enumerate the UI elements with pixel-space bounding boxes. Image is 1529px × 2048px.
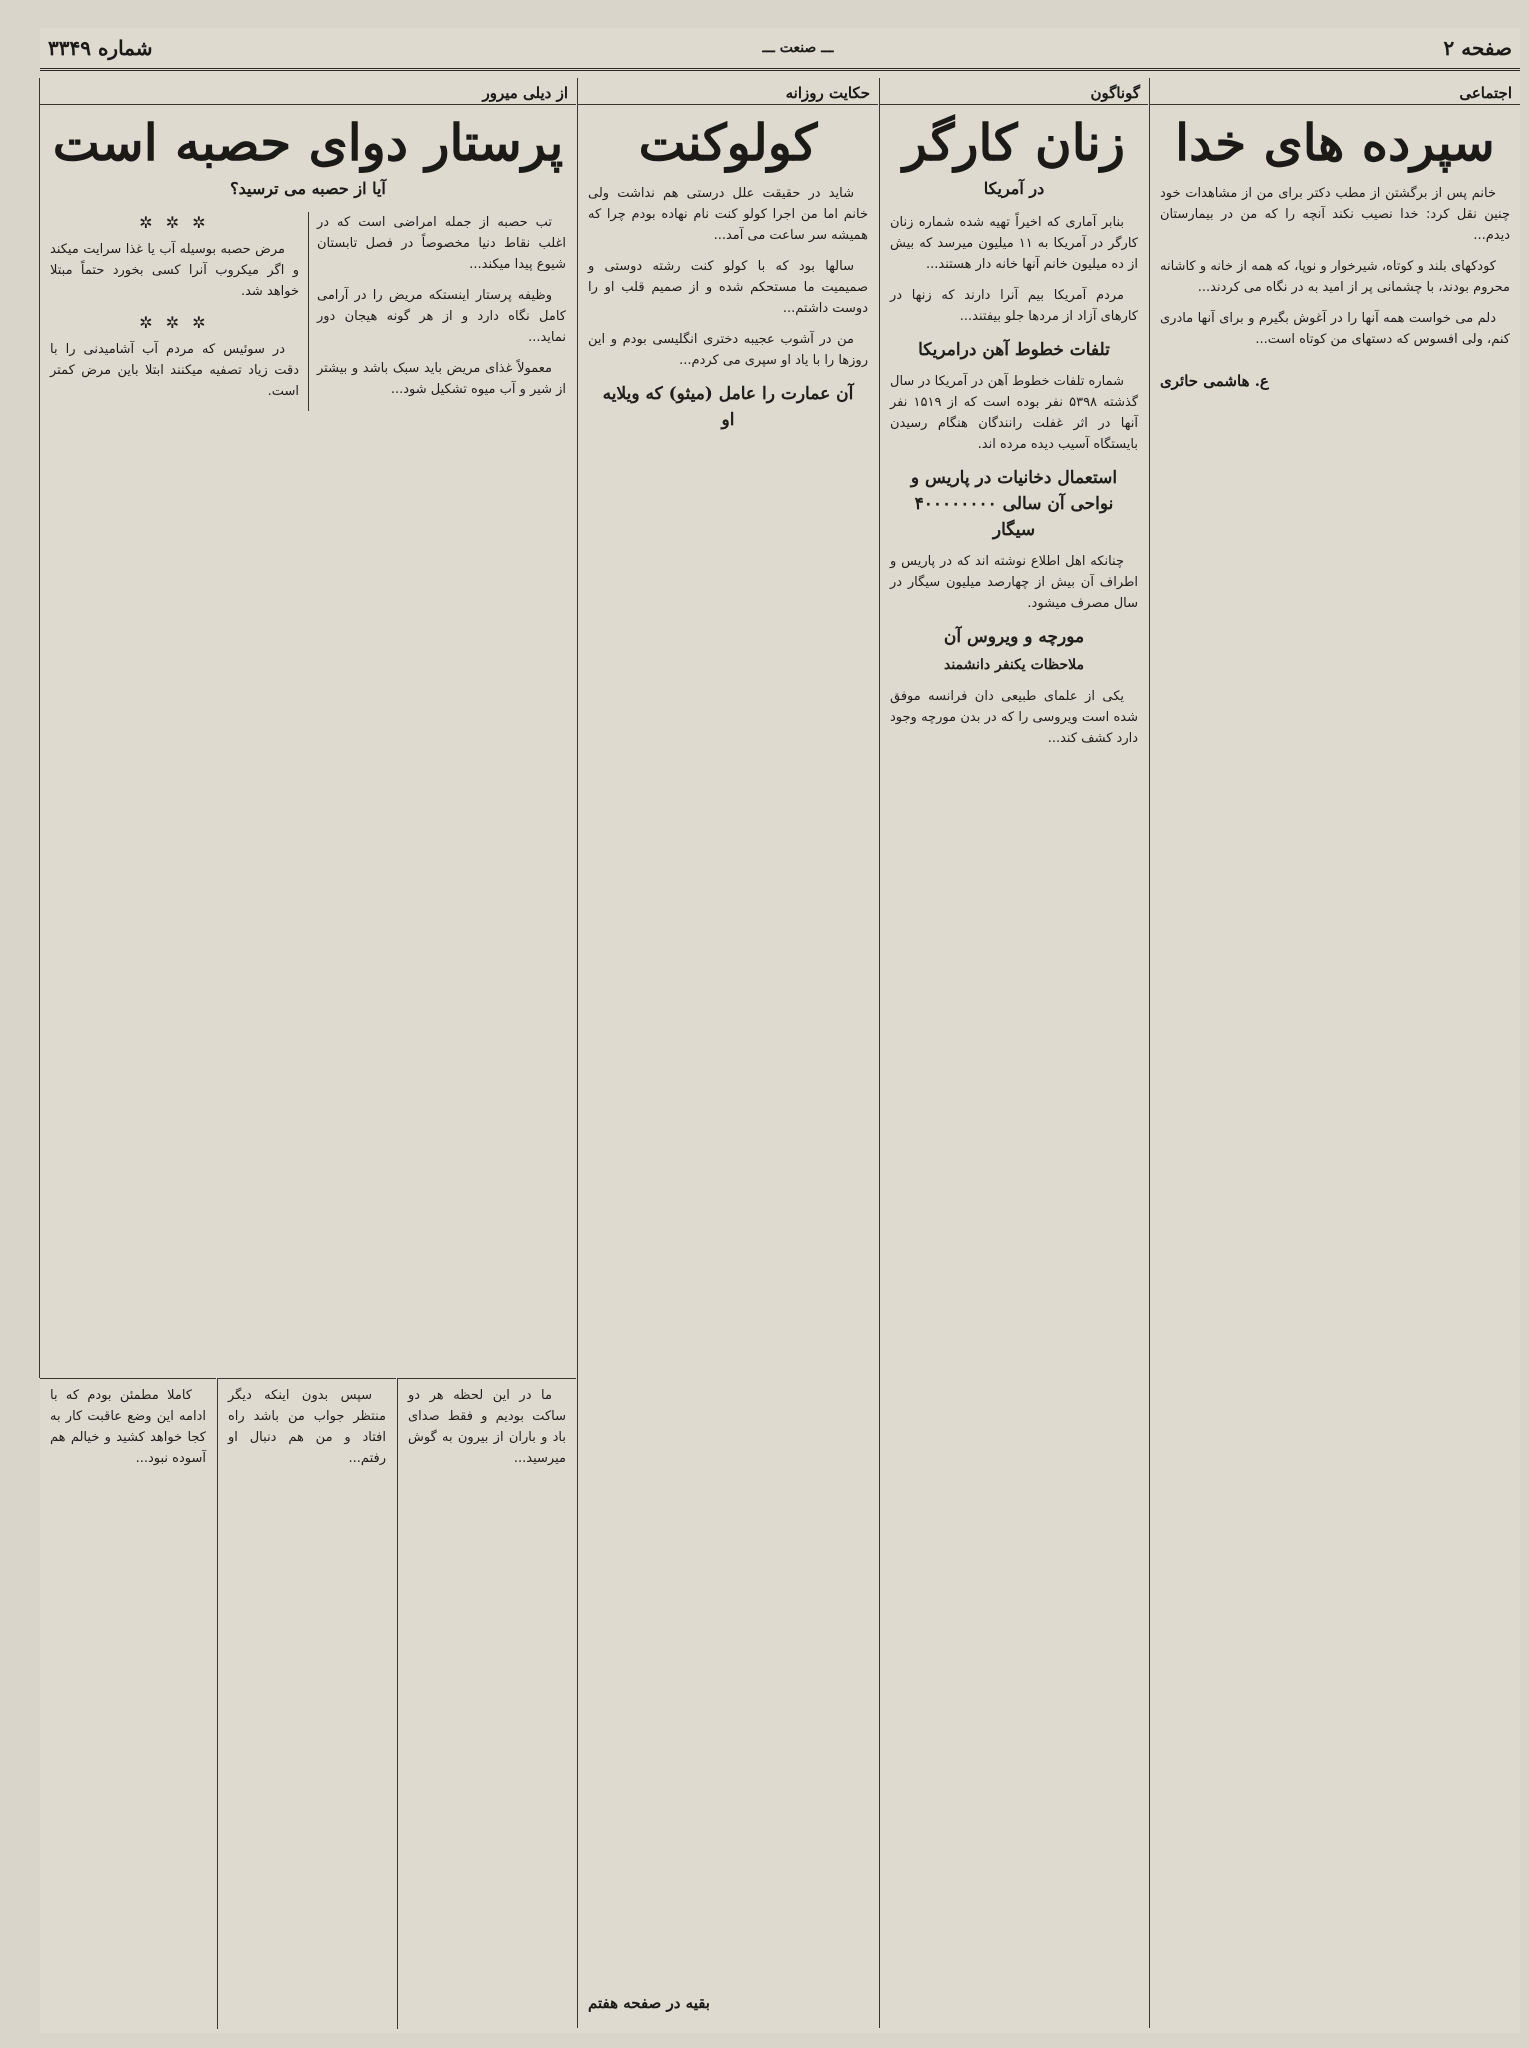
column-daily-story xyxy=(577,78,878,2028)
continued-note: بقیه در صفحه هفتم xyxy=(588,1994,710,2012)
paragraph: یکی از علمای طبیعی دان فرانسه موفق شده است ویروسی را که در بدن مورچه وجود دارد کشف کند... xyxy=(890,689,1138,746)
headline: کولوکنت xyxy=(638,113,818,172)
subhead: آیا از حصبه می ترسید؟ xyxy=(230,179,386,198)
column-social xyxy=(1149,78,1520,2028)
section-title: استعمال دخانیات در پاریس و نواحی آن سالی ۴۰۰۰۰۰۰۰۰ سیگار xyxy=(910,468,1118,540)
kicker: اجتماعی xyxy=(1150,78,1520,105)
issue-label: شماره ۳۳۴۹ xyxy=(48,36,153,60)
section-title: آن عمارت را عامل (میثو) که ویلایه او xyxy=(602,384,854,430)
paragraph: کاملا مطمئن بودم که با ادامه این وضع عاقبت کار به کجا خواهد کشید و خیالم هم آسوده نبود... xyxy=(50,1388,206,1466)
article-body xyxy=(1150,177,1520,366)
paragraph: وظیفه پرستار اینستکه مریض را در آرامی کامل نگاه دارد و از هر گونه هیجان دور نماید... xyxy=(317,288,566,345)
kicker: گوناگون xyxy=(880,78,1148,105)
page-label: صفحه ۲ xyxy=(1443,36,1512,60)
lower-continuation-mid xyxy=(217,1378,396,2029)
headline: پرستار دوای حصبه است xyxy=(52,113,564,172)
headline: زنان کارگر xyxy=(903,113,1125,172)
ornament-stars: ✲ ✲ ✲ xyxy=(139,213,210,232)
paragraph: بنابر آماری که اخیراً تهیه شده شماره زنان کارگر در آمریکا به ۱۱ میلیون میرسد که بیش از ده میلیون خانم آنها خانه دار هستند... xyxy=(890,215,1138,272)
paragraph: دلم می خواست همه آنها را در آغوش بگیرم و برای آنها مادری کنم، ولی افسوس که دستهای من کوتاه است... xyxy=(1160,311,1510,347)
paragraph: شماره تلفات خطوط آهن در آمریکا در سال گذشته ۵۳۹۸ نفر بوده است که از ۱۵۱۹ نفر آنها در اثر غفلت رانندگان هنگام رسیدن بایستگاه آسیب دیده مرده اند. xyxy=(890,374,1139,452)
article-body xyxy=(398,1379,576,1485)
article-body xyxy=(218,1379,396,1485)
ornament-stars: ✲ ✲ ✲ xyxy=(139,313,210,332)
paragraph: خانم پس از برگشتن از مطب دکتر برای من از مشاهدات خود چنین نقل کرد: خدا نصیب نکند آنچه را که من در بیمارستان دیدم... xyxy=(1160,186,1510,243)
column-nurse-article xyxy=(39,78,576,1378)
lower-continuation-left xyxy=(40,1378,216,2029)
section-title: تلفات خطوط آهن درامریکا xyxy=(918,340,1110,360)
article-body xyxy=(578,177,878,447)
paragraph: در سوئیس که مردم آب آشامیدنی را با دقت زیاد تصفیه میکنند ابتلا باین مرض کمتر است. xyxy=(50,342,299,399)
paragraph: کودکهای بلند و کوتاه، شیرخوار و نوپا، که همه از خانه و کاشانه محروم بودند، با چشمانی پر از امید به در نگاه می کردند... xyxy=(1160,259,1510,295)
paper-name: ـــ صنعت ـــ xyxy=(762,40,834,56)
section-subtitle: ملاحظات یکنفر دانشمند xyxy=(943,657,1085,673)
signature: ع. هاشمی حائری xyxy=(1160,372,1269,390)
article-body xyxy=(40,1379,216,1485)
paragraph: من در آشوب عجیبه دختری انگلیسی بودم و این روزها را با یاد او سپری می کردم... xyxy=(588,332,868,368)
paragraph: معمولاً غذای مریض باید سبک باشد و بیشتر از شیر و آب میوه تشکیل شود... xyxy=(317,361,566,397)
section-title: مورچه و ویروس آن xyxy=(943,627,1085,647)
masthead xyxy=(40,28,1520,71)
paragraph: چنانکه اهل اطلاع نوشته اند که در پاریس و اطراف آن بیش از چهارصد میلیون سیگار در سال مصرف میشود. xyxy=(890,554,1138,611)
newspaper-page xyxy=(40,28,1520,2033)
article-body xyxy=(40,206,576,417)
paragraph: تب حصبه از جمله امراضی است که در اغلب نقاط دنیا مخصوصاً در فصل تابستان شیوع پیدا میکند... xyxy=(317,215,566,272)
kicker: حکایت روزانه xyxy=(578,78,878,105)
headline: سپرده های خدا xyxy=(1175,113,1495,172)
paragraph: شاید در حقیقت علل درستی هم نداشت ولی خانم اما من اجرا کولو کنت نام نهاده بودم چرا که همیشه سر ساعت می آمد... xyxy=(588,186,868,243)
lower-continuation-right xyxy=(397,1378,576,2029)
paragraph: مردم آمریکا بیم آنرا دارند که زنها در کارهای آزاد از مردها جلو بیفتند... xyxy=(890,288,1138,324)
paragraph: ما در این لحظه هر دو ساکت بودیم و فقط صدای باد و باران از بیرون به گوش میرسید... xyxy=(408,1388,566,1466)
kicker: از دیلی میرور xyxy=(40,78,576,105)
column-women-workers xyxy=(879,78,1148,2028)
paragraph: مرض حصبه بوسیله آب یا غذا سرایت میکند و اگر میکروب آنرا کسی بخورد حتماً مبتلا خواهد شد. xyxy=(50,242,299,299)
paragraph: سالها بود که با کولو کنت رشته دوستی و صمیمیت ما مستحکم شده و از صمیم قلب او را دوست داشتم... xyxy=(588,259,868,316)
paragraph: سپس بدون اینکه دیگر منتظر جواب من باشد راه افتاد و من هم دنبال او رفتم... xyxy=(228,1388,386,1466)
subhead: در آمریکا xyxy=(983,179,1045,198)
article-body xyxy=(880,206,1148,765)
